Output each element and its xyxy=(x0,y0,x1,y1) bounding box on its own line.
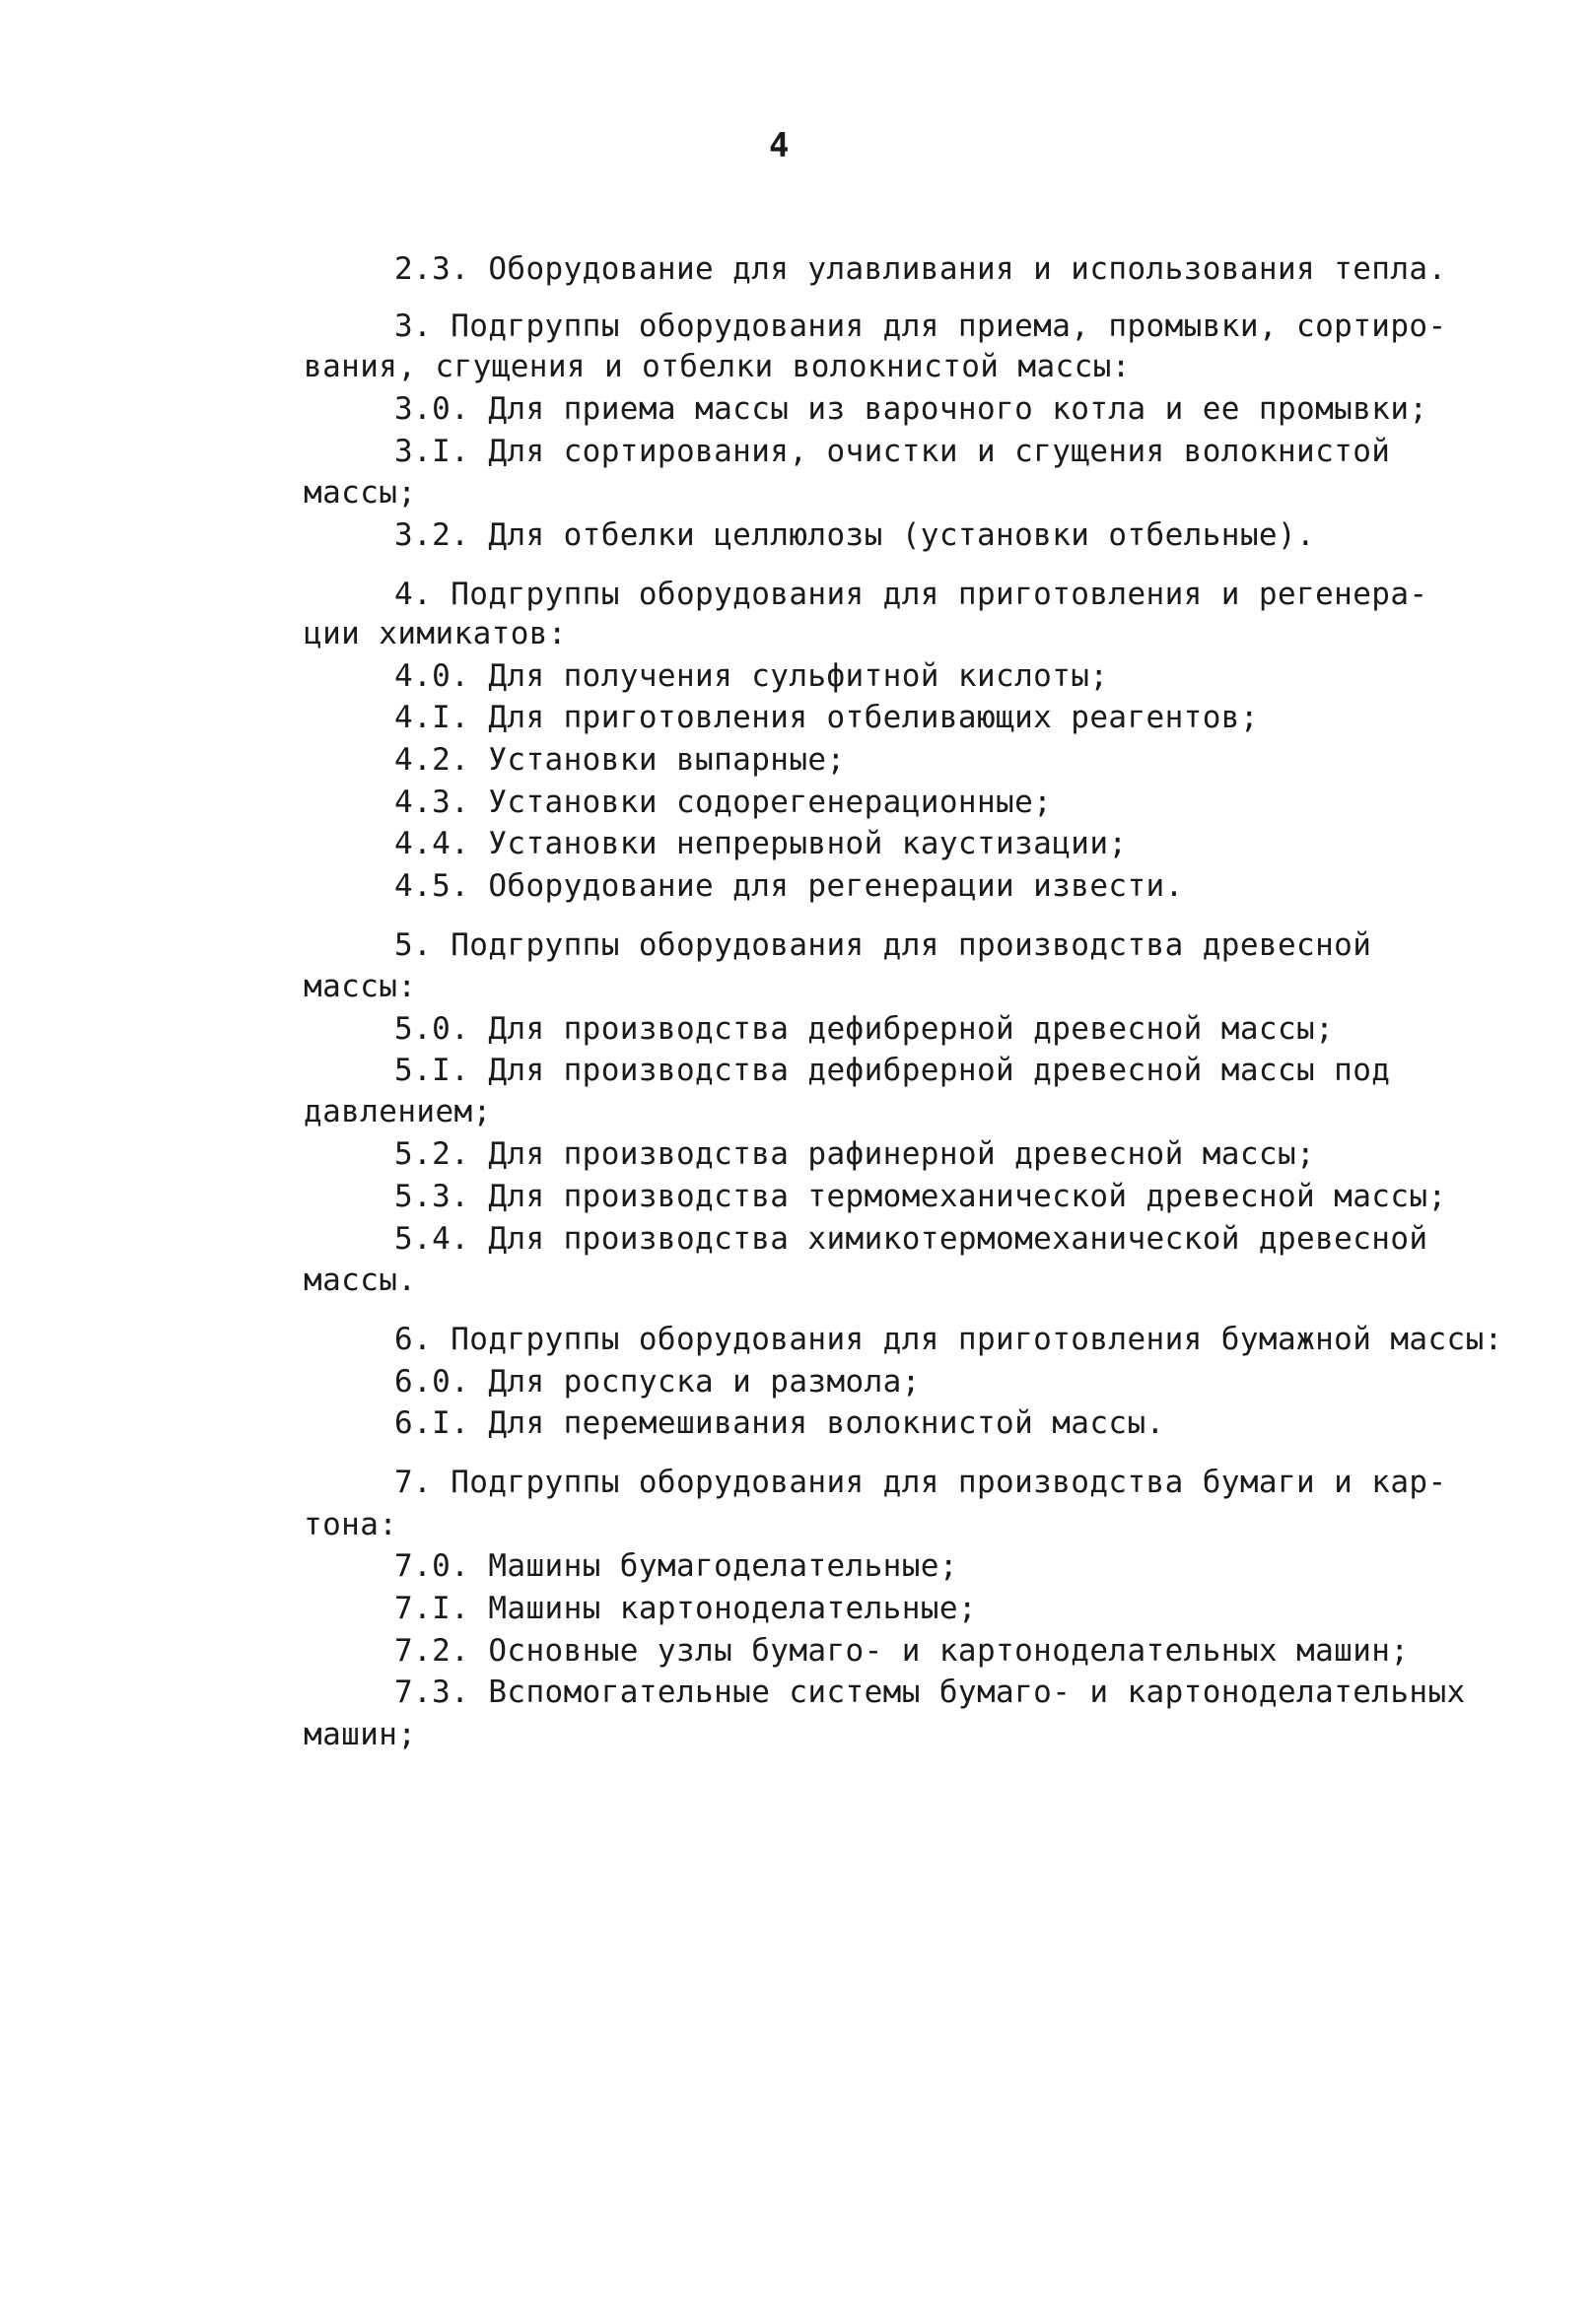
text-line: 4.4. Установки непрерывной каустизации; xyxy=(394,826,1128,861)
text-line: 4.2. Установки выпарные; xyxy=(394,742,846,778)
text-line: массы. xyxy=(304,1263,417,1298)
text-line: 7.0. Машины бумагоделательные; xyxy=(394,1548,958,1584)
text-line: 3.2. Для отбелки целлюлозы (установки отбельные). xyxy=(394,517,1316,553)
text-line: 5.I. Для производства дефибрерной древесной массы под xyxy=(394,1053,1391,1088)
text-line: 7.3. Вспомогательные системы бумаго- и картоноделательных xyxy=(394,1675,1466,1710)
text-line: 3.0. Для приема массы из варочного котла и ее промывки; xyxy=(394,391,1428,427)
text-line: 4.0. Для получения сульфитной кислоты; xyxy=(394,658,1109,694)
text-line: 7.2. Основные узлы бумаго- и картоноделательных машин; xyxy=(394,1633,1410,1669)
text-line: вания, сгущения и отбелки волокнистой массы: xyxy=(304,349,1131,384)
text-line: 5. Подгруппы оборудования для производства древесной xyxy=(394,927,1372,963)
text-line: массы; xyxy=(304,475,417,511)
text-line: 4.5. Оборудование для регенерации извести. xyxy=(394,868,1184,904)
text-line: 5.4. Для производства химикотермомеханической древесной xyxy=(394,1221,1428,1257)
text-line: машин; xyxy=(304,1717,417,1752)
text-line: 6.I. Для перемешивания волокнистой массы. xyxy=(394,1405,1165,1441)
text-line: 3.I. Для сортирования, очистки и сгущения волокнистой xyxy=(394,434,1391,469)
text-line: 3. Подгруппы оборудования для приема, промывки, сортиро- xyxy=(394,308,1447,344)
text-line: тона: xyxy=(304,1507,398,1542)
text-line: 6.0. Для роспуска и размола; xyxy=(394,1364,921,1400)
page-number: 4 xyxy=(769,126,790,166)
text-line: массы: xyxy=(304,969,417,1004)
text-line: 6. Подгруппы оборудования для приготовления бумажной массы: xyxy=(394,1322,1503,1357)
text-line: 4. Подгруппы оборудования для приготовления и регенера- xyxy=(394,577,1428,612)
text-line: 5.2. Для производства рафинерной древесной массы; xyxy=(394,1136,1316,1172)
text-line: 4.I. Для приготовления отбеливающих реагентов; xyxy=(394,700,1259,735)
text-line: 5.0. Для производства дефибрерной древесной массы; xyxy=(394,1011,1335,1047)
text-line: 2.3. Оборудование для улавливания и использования тепла. xyxy=(394,251,1447,287)
text-line: давлением; xyxy=(304,1094,492,1129)
text-line: 7.I. Машины картоноделательные; xyxy=(394,1591,977,1626)
text-line: 7. Подгруппы оборудования для производства бумаги и кар- xyxy=(394,1465,1447,1500)
text-line: 4.3. Установки содорегенерационные; xyxy=(394,785,1053,820)
text-line: 5.3. Для производства термомеханической древесной массы; xyxy=(394,1179,1447,1214)
text-line: ции химикатов: xyxy=(304,616,567,651)
